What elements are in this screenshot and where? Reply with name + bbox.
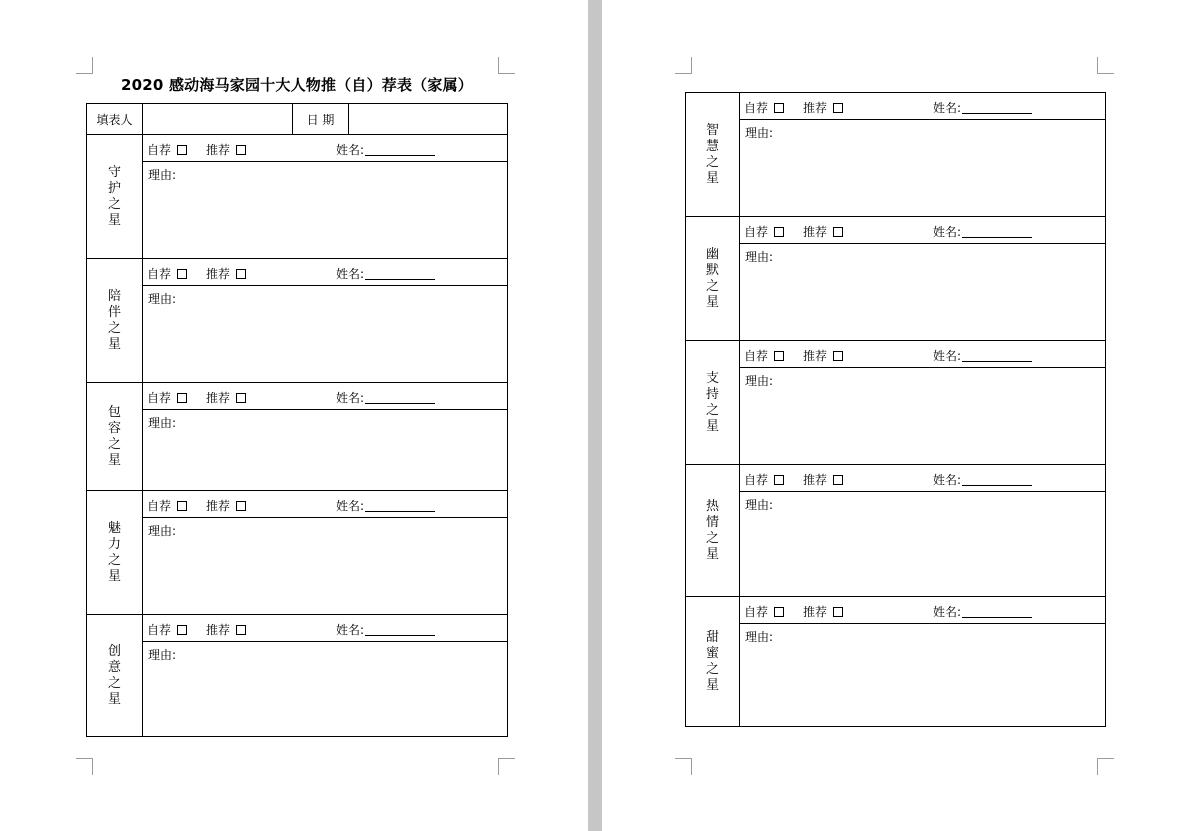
award-name-char: 之 xyxy=(107,196,121,212)
award-name xyxy=(87,259,142,382)
reason-label: 理由: xyxy=(745,126,774,140)
filler-field[interactable] xyxy=(143,104,292,134)
award-name-char: 魅 xyxy=(107,520,121,536)
margin-corner-mark xyxy=(675,57,692,74)
self-recommend-option[interactable] xyxy=(744,603,784,620)
self-recommend-checkbox[interactable] xyxy=(774,351,784,361)
name-input-line[interactable] xyxy=(962,473,1032,486)
name-label: 姓名: xyxy=(336,267,365,281)
name-input-line[interactable] xyxy=(365,623,435,636)
recommend-option[interactable] xyxy=(206,621,246,638)
self-recommend-checkbox[interactable] xyxy=(177,625,187,635)
name-field[interactable] xyxy=(336,389,435,406)
name-label: 姓名: xyxy=(933,101,962,115)
recommend-option[interactable] xyxy=(803,471,843,488)
recommend-label: 推荐 xyxy=(803,605,828,619)
award-name xyxy=(686,465,739,596)
option-row xyxy=(143,259,507,286)
award-name-char: 热 xyxy=(705,498,719,514)
self-recommend-option[interactable] xyxy=(147,141,187,158)
award-name-char: 伴 xyxy=(107,304,121,320)
award-name-char: 陪 xyxy=(107,288,121,304)
self-recommend-label: 自荐 xyxy=(147,267,172,281)
reason-label: 理由: xyxy=(745,374,774,388)
name-label: 姓名: xyxy=(933,225,962,239)
reason-label: 理由: xyxy=(148,168,177,182)
self-recommend-label: 自荐 xyxy=(147,143,172,157)
name-field[interactable] xyxy=(933,603,1032,620)
award-name-char: 容 xyxy=(107,420,121,436)
option-row xyxy=(740,93,1105,120)
award-name-char: 情 xyxy=(705,514,719,530)
award-name xyxy=(686,341,739,464)
award-name-char: 星 xyxy=(705,170,719,186)
self-recommend-option[interactable] xyxy=(744,347,784,364)
recommend-checkbox[interactable] xyxy=(833,227,843,237)
name-label: 姓名: xyxy=(336,499,365,513)
self-recommend-checkbox[interactable] xyxy=(774,475,784,485)
self-recommend-checkbox[interactable] xyxy=(177,269,187,279)
award-name-char: 创 xyxy=(107,643,121,659)
recommendation-table xyxy=(86,103,508,737)
recommend-checkbox[interactable] xyxy=(833,351,843,361)
award-name-char: 星 xyxy=(107,691,121,707)
name-field[interactable] xyxy=(933,99,1032,116)
award-name-char: 之 xyxy=(107,675,121,691)
recommend-checkbox[interactable] xyxy=(833,103,843,113)
self-recommend-option[interactable] xyxy=(744,223,784,240)
margin-corner-mark xyxy=(76,57,93,74)
name-field[interactable] xyxy=(336,621,435,638)
reason-label: 理由: xyxy=(148,524,177,538)
recommend-checkbox[interactable] xyxy=(236,269,246,279)
name-input-line[interactable] xyxy=(365,391,435,404)
recommend-checkbox[interactable] xyxy=(236,625,246,635)
award-section xyxy=(87,382,507,490)
name-input-line[interactable] xyxy=(962,349,1032,362)
option-row xyxy=(143,383,507,410)
award-name-char: 之 xyxy=(705,278,719,294)
recommend-label: 推荐 xyxy=(206,143,231,157)
recommend-label: 推荐 xyxy=(206,391,231,405)
award-name-char: 支 xyxy=(705,370,719,386)
self-recommend-label: 自荐 xyxy=(744,473,769,487)
award-name-char: 星 xyxy=(107,452,121,468)
reason-label: 理由: xyxy=(745,498,774,512)
name-field[interactable] xyxy=(933,471,1032,488)
self-recommend-option[interactable] xyxy=(147,265,187,282)
award-section xyxy=(87,614,507,736)
award-name-char: 之 xyxy=(705,530,719,546)
name-input-line[interactable] xyxy=(365,267,435,280)
date-field[interactable] xyxy=(349,104,507,134)
name-input-line[interactable] xyxy=(962,101,1032,114)
award-name xyxy=(87,383,142,490)
reason-label: 理由: xyxy=(745,630,774,644)
self-recommend-option[interactable] xyxy=(744,99,784,116)
self-recommend-label: 自荐 xyxy=(744,605,769,619)
self-recommend-option[interactable] xyxy=(744,471,784,488)
document-page-2 xyxy=(602,0,1186,831)
document-page-1 xyxy=(0,0,588,831)
reason-label: 理由: xyxy=(148,292,177,306)
self-recommend-checkbox[interactable] xyxy=(177,393,187,403)
award-name-char: 星 xyxy=(705,418,719,434)
award-name-char: 慧 xyxy=(705,138,719,154)
self-recommend-checkbox[interactable] xyxy=(774,607,784,617)
recommend-label: 推荐 xyxy=(803,101,828,115)
award-name-char: 星 xyxy=(107,336,121,352)
option-row xyxy=(740,217,1105,244)
self-recommend-checkbox[interactable] xyxy=(177,501,187,511)
name-field[interactable] xyxy=(933,223,1032,240)
award-name-char: 星 xyxy=(107,212,121,228)
form-title: 2020 感动海马家园十大人物推（自）荐表（家属） xyxy=(121,76,473,94)
recommend-label: 推荐 xyxy=(206,623,231,637)
margin-corner-mark xyxy=(675,758,692,775)
option-row xyxy=(740,341,1105,368)
date-label: 日 期 xyxy=(306,112,335,127)
award-name-char: 意 xyxy=(107,659,121,675)
award-name xyxy=(87,135,142,258)
self-recommend-option[interactable] xyxy=(147,621,187,638)
name-input-line[interactable] xyxy=(365,499,435,512)
recommend-label: 推荐 xyxy=(803,225,828,239)
award-name xyxy=(686,93,739,216)
award-name xyxy=(686,217,739,340)
reason-label: 理由: xyxy=(148,648,177,662)
option-row xyxy=(740,597,1105,624)
award-section xyxy=(686,464,1105,596)
award-name-char: 包 xyxy=(107,404,121,420)
award-name-char: 蜜 xyxy=(705,645,719,661)
award-name-char: 智 xyxy=(705,122,719,138)
self-recommend-option[interactable] xyxy=(147,497,187,514)
reason-label: 理由: xyxy=(148,416,177,430)
self-recommend-checkbox[interactable] xyxy=(774,227,784,237)
award-name-char: 持 xyxy=(705,386,719,402)
margin-corner-mark xyxy=(498,57,515,74)
award-section xyxy=(686,596,1105,726)
name-field[interactable] xyxy=(933,347,1032,364)
name-input-line[interactable] xyxy=(962,605,1032,618)
award-name xyxy=(87,491,142,614)
recommend-option[interactable] xyxy=(803,603,843,620)
recommend-label: 推荐 xyxy=(803,473,828,487)
award-name-char: 之 xyxy=(705,661,719,677)
option-row xyxy=(143,135,507,162)
recommendation-table-continued xyxy=(685,92,1106,727)
self-recommend-label: 自荐 xyxy=(744,225,769,239)
award-section xyxy=(87,134,507,258)
name-label: 姓名: xyxy=(336,623,365,637)
recommend-option[interactable] xyxy=(803,347,843,364)
self-recommend-label: 自荐 xyxy=(147,623,172,637)
recommend-option[interactable] xyxy=(803,223,843,240)
award-name xyxy=(686,597,739,726)
name-field[interactable] xyxy=(336,265,435,282)
award-name-char: 之 xyxy=(107,436,121,452)
self-recommend-label: 自荐 xyxy=(147,499,172,513)
award-section xyxy=(686,93,1105,216)
name-label: 姓名: xyxy=(336,391,365,405)
margin-corner-mark xyxy=(76,758,93,775)
recommend-checkbox[interactable] xyxy=(236,501,246,511)
recommend-label: 推荐 xyxy=(206,499,231,513)
self-recommend-option[interactable] xyxy=(147,389,187,406)
recommend-label: 推荐 xyxy=(803,349,828,363)
award-name-char: 星 xyxy=(705,294,719,310)
award-name-char: 之 xyxy=(705,154,719,170)
award-name-char: 之 xyxy=(107,320,121,336)
award-section xyxy=(87,490,507,614)
award-name-char: 之 xyxy=(107,552,121,568)
self-recommend-label: 自荐 xyxy=(744,101,769,115)
award-section xyxy=(686,216,1105,340)
award-name-char: 力 xyxy=(107,536,121,552)
self-recommend-checkbox[interactable] xyxy=(177,145,187,155)
award-name-char: 星 xyxy=(705,677,719,693)
recommend-checkbox[interactable] xyxy=(833,607,843,617)
margin-corner-mark xyxy=(498,758,515,775)
name-label: 姓名: xyxy=(336,143,365,157)
option-row xyxy=(143,615,507,642)
self-recommend-checkbox[interactable] xyxy=(774,103,784,113)
award-section xyxy=(87,258,507,382)
name-label: 姓名: xyxy=(933,605,962,619)
recommend-label: 推荐 xyxy=(206,267,231,281)
margin-corner-mark xyxy=(1097,57,1114,74)
award-name-char: 守 xyxy=(107,164,121,180)
name-label: 姓名: xyxy=(933,349,962,363)
name-input-line[interactable] xyxy=(365,143,435,156)
name-field[interactable] xyxy=(336,141,435,158)
name-field[interactable] xyxy=(336,497,435,514)
recommend-option[interactable] xyxy=(206,141,246,158)
recommend-option[interactable] xyxy=(206,497,246,514)
recommend-option[interactable] xyxy=(206,265,246,282)
award-name-char: 星 xyxy=(107,568,121,584)
award-name xyxy=(87,615,142,736)
award-name-char: 默 xyxy=(705,262,719,278)
name-input-line[interactable] xyxy=(962,225,1032,238)
self-recommend-label: 自荐 xyxy=(147,391,172,405)
self-recommend-label: 自荐 xyxy=(744,349,769,363)
page-gutter xyxy=(588,0,602,831)
award-name-char: 甜 xyxy=(705,629,719,645)
recommend-option[interactable] xyxy=(206,389,246,406)
reason-label: 理由: xyxy=(745,250,774,264)
option-row xyxy=(143,491,507,518)
award-name-char: 幽 xyxy=(705,246,719,262)
award-name-char: 护 xyxy=(107,180,121,196)
recommend-checkbox[interactable] xyxy=(236,393,246,403)
margin-corner-mark xyxy=(1097,758,1114,775)
option-row xyxy=(740,465,1105,492)
recommend-checkbox[interactable] xyxy=(236,145,246,155)
award-name-char: 之 xyxy=(705,402,719,418)
recommend-option[interactable] xyxy=(803,99,843,116)
recommend-checkbox[interactable] xyxy=(833,475,843,485)
filler-label: 填表人 xyxy=(96,112,133,127)
name-label: 姓名: xyxy=(933,473,962,487)
award-name-char: 星 xyxy=(705,546,719,562)
award-section xyxy=(686,340,1105,464)
header-row xyxy=(87,104,507,135)
